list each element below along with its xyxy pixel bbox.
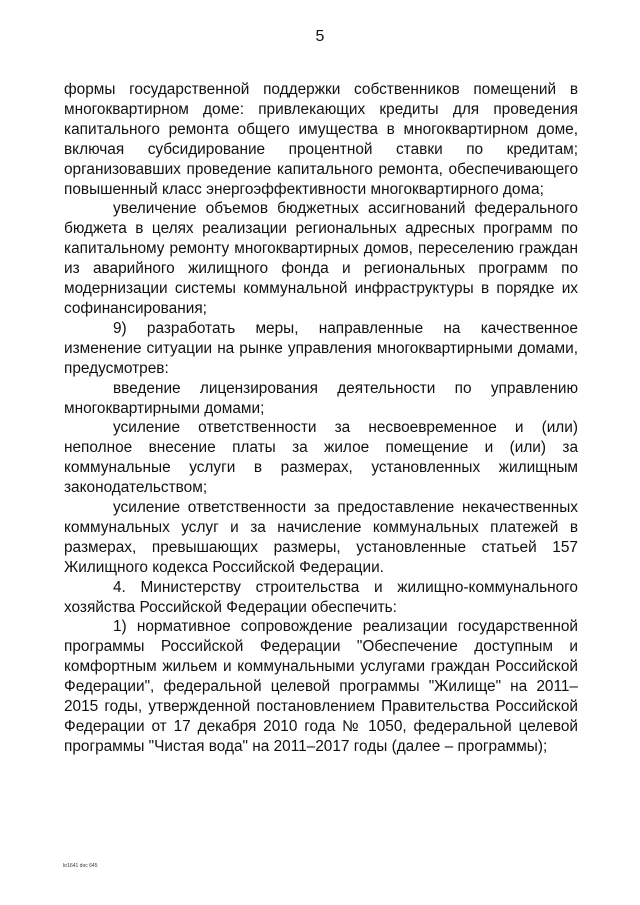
paragraph-item-9: 9) разработать меры, направленные на качественное изменение ситуации на рынке управления многоквартирными домами, предусмотрев: <box>64 319 578 377</box>
paragraph-section-4: 4. Министерству строительства и жилищно-коммунального хозяйства Российской Федерации обеспечить: <box>64 578 578 616</box>
paragraph-item-1: 1) нормативное сопровождение реализации государственной программы Российской Федерации "Обеспечение доступным и комфортным жильем и коммунальными услугами граждан Российской Федерации", федеральной целевой программы "Жилище" на 2011–2015 годы, утвержденной постановлением Правительства Российской Федерации от 17 декабря 2010 года № 1050, федеральной целевой программы "Чистая вода" на 2011–2017 годы (далее – программы); <box>64 618 578 755</box>
paragraph-payment-responsibility: усиление ответственности за несвоевременное и (или) неполное внесение платы за жилое помещение и (или) за коммунальные услуги в размерах, установленных жилищным законодательством; <box>64 419 578 497</box>
paragraph-licensing: введение лицензирования деятельности по управлению многоквартирными домами; <box>64 379 578 417</box>
page-number: 5 <box>315 28 325 45</box>
paragraph-services-responsibility: усиление ответственности за предоставление некачественных коммунальных услуг и за начисление коммунальных платежей в размерах, превышающих размеры, установленные статьей 157 Жилищного кодекса Российской Федерации. <box>64 499 578 576</box>
document-body <box>64 80 578 757</box>
paragraph-support-forms: формы государственной поддержки собственников помещений в многоквартирном доме: привлекающих кредиты для проведения капитального ремонта общего имущества в многоквартирном доме, включая субсидирование процентной ставки по кредитам; организовавших проведение капитального ремонта, обеспечивающего повышенный класс энергоэффективности многоквартирного дома; <box>64 81 578 198</box>
paragraph-budget-increase: увеличение объемов бюджетных ассигнований федерального бюджета в целях реализации региональных адресных программ по капитальному ремонту многоквартирных домов, переселению граждан из аварийного жилищного фонда и региональных программ по модернизации системы коммунальной инфраструктуры в порядке их софинансирования; <box>64 200 578 317</box>
footer-document-code: kr1641 doc 645 <box>63 863 98 869</box>
